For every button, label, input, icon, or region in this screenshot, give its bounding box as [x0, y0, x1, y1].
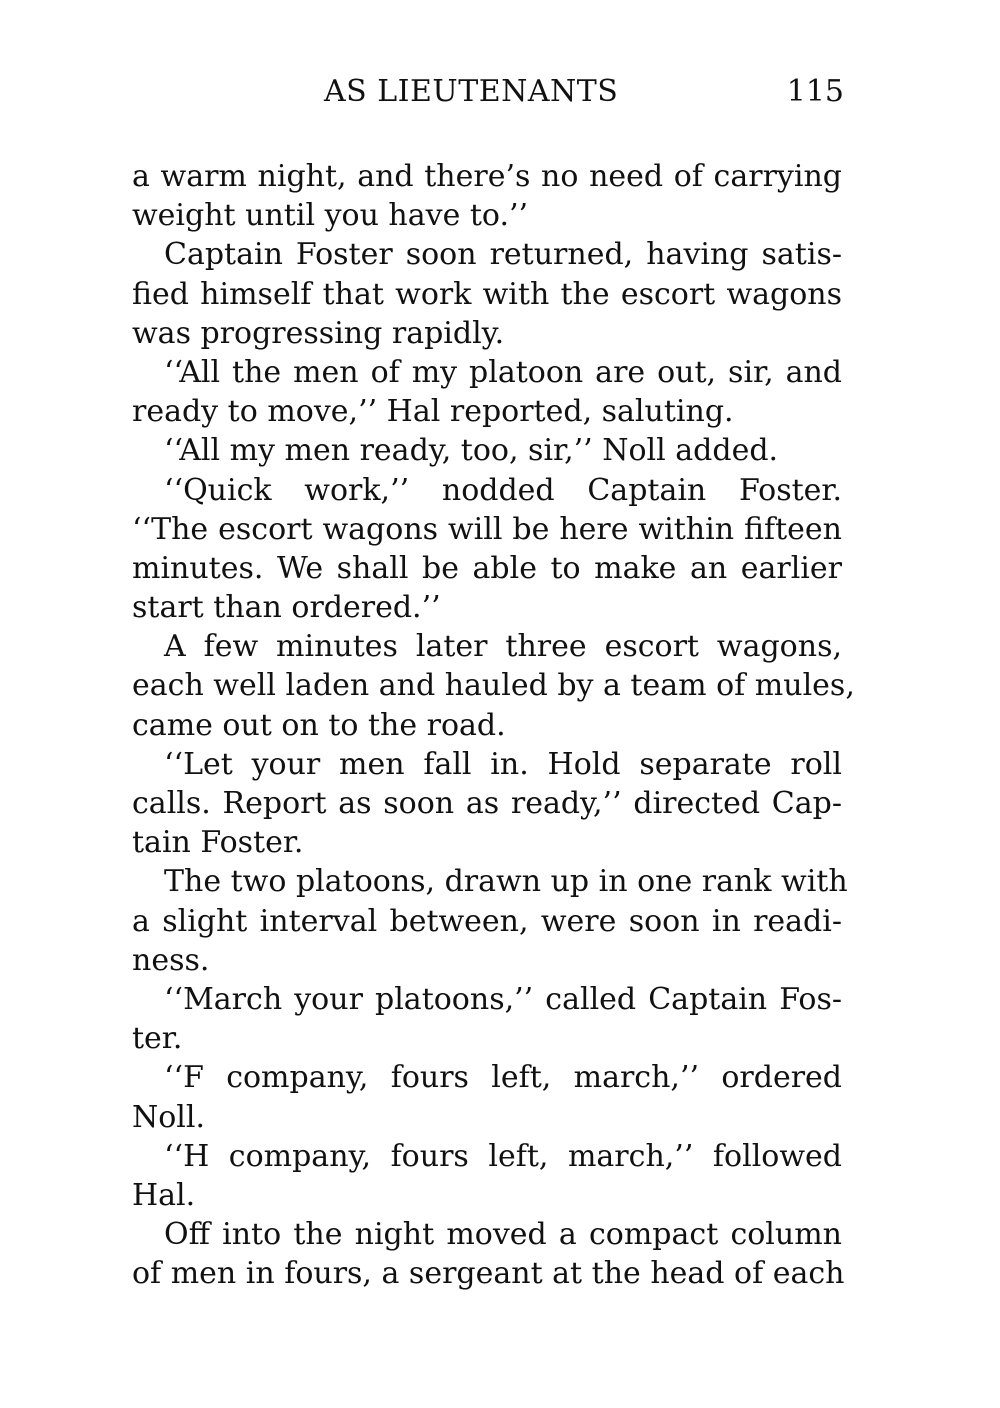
text-line: start than ordered.’’: [132, 590, 441, 626]
text-line: was progressing rapidly.: [132, 315, 505, 351]
text-line: ‘‘All the men of my platoon are out, sir, and: [164, 354, 842, 390]
body-text: [132, 157, 855, 1293]
text-line: ready to move,’’ Hal reported, saluting.: [132, 394, 734, 430]
text-line: ‘‘The escort wagons will be here within fifteen: [132, 511, 842, 547]
text-line: Captain Foster soon returned, having satis-: [164, 237, 842, 273]
text-line: a warm night, and there’s no need of carrying: [132, 159, 842, 194]
text-line: The two platoons, drawn up in one rank with: [164, 864, 848, 900]
text-line: Hal.: [132, 1177, 196, 1213]
text-line: ‘‘F company, fours left, march,’’ ordered: [164, 1060, 842, 1096]
text-line: weight until you have to.’’: [132, 198, 529, 234]
text-line: calls. Report as soon as ready,’’ directed Cap-: [132, 786, 842, 821]
text-line: a slight interval between, were soon in readi-: [132, 903, 842, 939]
text-line: tain Foster.: [132, 825, 304, 861]
text-line: of men in fours, a sergeant at the head of each: [132, 1256, 845, 1292]
text-line: Noll.: [132, 1099, 206, 1135]
text-line: ‘‘March your platoons,’’ called Captain Fos-: [164, 981, 842, 1017]
text-line: ‘‘Quick work,’’ nodded Captain Foster.: [164, 472, 842, 508]
text-line: ‘‘Let your men fall in. Hold separate roll: [164, 746, 842, 782]
text-line: minutes. We shall be able to make an earlier: [132, 550, 842, 586]
text-line: fied himself that work with the escort wagons: [132, 276, 842, 312]
text-line: ter.: [132, 1021, 183, 1057]
text-line: ‘‘H company, fours left, march,’’ followed: [164, 1138, 842, 1174]
running-head: AS LIEUTENANTS: [324, 74, 619, 109]
page-header: [132, 72, 844, 112]
text-line: each well laden and hauled by a team of mules,: [132, 668, 855, 704]
text-line: ‘‘All my men ready, too, sir,’’ Noll added.: [164, 433, 779, 469]
text-line: came out on to the road.: [132, 707, 506, 743]
page-number: 115: [786, 74, 844, 109]
text-line: ness.: [132, 942, 210, 978]
text-line: A few minutes later three escort wagons,: [164, 629, 842, 665]
text-line: Off into the night moved a compact column: [164, 1217, 842, 1253]
